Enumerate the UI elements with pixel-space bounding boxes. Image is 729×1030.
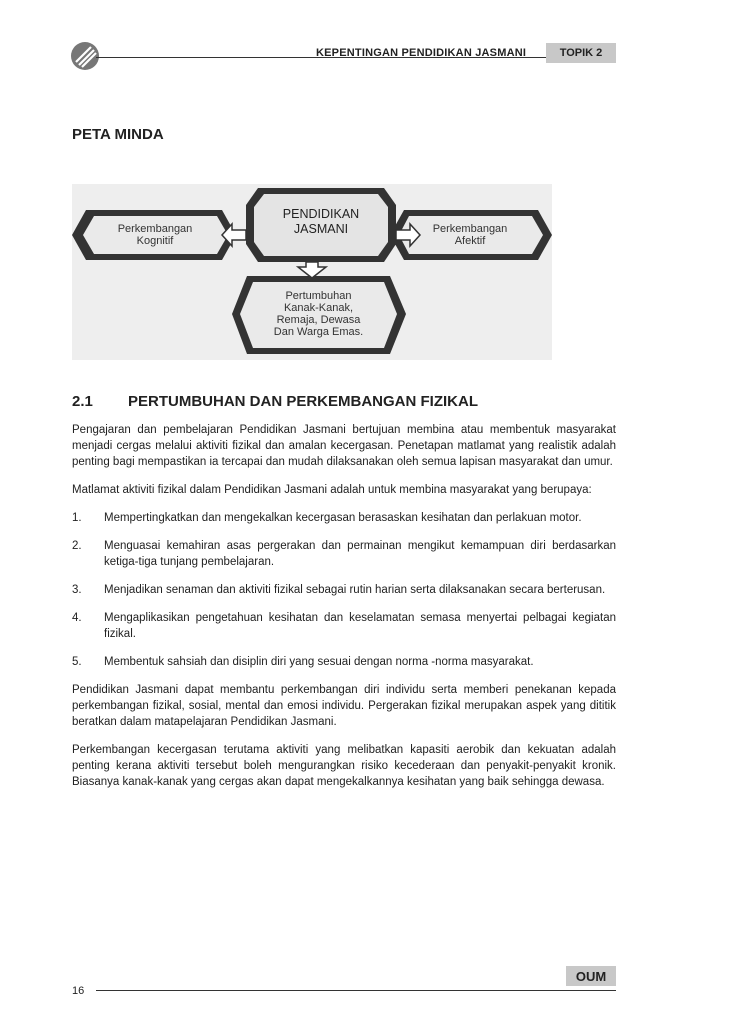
list-item-number: 2.: [72, 540, 82, 552]
node-affective-label: Perkembangan Afektif: [432, 223, 508, 247]
publisher-logo-icon: [69, 40, 101, 72]
list-item-text: Menguasai kemahiran asas pergerakan dan permainan mengikut kemampuan diri berdasarkan ketiga-tiga tunjang pembelajaran.: [104, 540, 616, 568]
list-item-text: Membentuk sahsiah dan disiplin diri yang sesuai dengan norma -norma masyarakat.: [104, 656, 534, 668]
running-title: KEPENTINGAN PENDIDIKAN JASMANI: [316, 47, 527, 59]
list-item: [72, 538, 616, 570]
list-item-text: Menjadikan senaman dan aktiviti fizikal sebagai rutin harian serta dilaksanakan secara berterusan.: [104, 584, 606, 596]
paragraph-3: Pendidikan Jasmani dapat membantu perkembangan diri individu serta memberi penekanan kepada perkembangan fizikal, sosial, mental dan emosi individu. Pergerakan fizikal merupakan aspek yang dititik beratkan dalam matapelajaran Pendidikan Jasmani.: [72, 684, 616, 728]
list-item-number: 1.: [72, 512, 82, 524]
topic-badge: TOPIK 2: [546, 43, 616, 63]
list-item-number: 4.: [72, 612, 82, 624]
list-item-number: 5.: [72, 656, 82, 668]
section-title: PERTUMBUHAN DAN PERKEMBANGAN FIZIKAL: [128, 393, 478, 410]
footer-badge: OUM: [566, 966, 616, 986]
node-cognitive-label: Perkembangan Kognitif: [117, 223, 193, 247]
list-item-number: 3.: [72, 584, 82, 596]
footer-rule: [96, 990, 616, 991]
list-item: [72, 510, 616, 526]
node-growth-label: Pertumbuhan Kanak-Kanak, Remaja, Dewasa Dan Warga Emas.: [273, 290, 364, 338]
paragraph-4: Perkembangan kecergasan terutama aktiviti yang melibatkan kapasiti aerobik dan kekuatan adalah penting kerana aktiviti tersebut boleh mengurangkan risiko kecederaan dan penyakit-penyakit kronik. Biasanya kanak-kanak yang cergas akan dapat mengekalkannya kesihatan yang baik sehingga dewasa.: [72, 744, 616, 788]
section-number: 2.1: [72, 393, 93, 410]
body-text: [72, 422, 616, 802]
mind-map-diagram: [72, 180, 552, 360]
paragraph-1: Pengajaran dan pembelajaran Pendidikan Jasmani bertujuan membina atau membentuk masyarakat menjadi cergas melalui aktiviti fizikal dan amalan kecergasan. Penetapan matlamat yang realistik adalah penting bagi mempastikan ia tercapai dan mudah dilaksanakan oleh semua lapisan masyarakat dan umur.: [72, 424, 616, 468]
list-item-text: Mengaplikasikan pengetahuan kesihatan dan keselamatan semasa menyertai pelbagai kegiatan fizikal.: [104, 612, 616, 640]
list-item: [72, 610, 616, 642]
list-item-text: Mempertingkatkan dan mengekalkan kecergasan berasaskan kesihatan dan perlakuan motor.: [104, 512, 582, 524]
page-number: 16: [72, 985, 85, 997]
mind-map-heading: PETA MINDA: [72, 126, 164, 143]
goals-list: [72, 510, 616, 670]
paragraph-2: Matlamat aktiviti fizikal dalam Pendidikan Jasmani adalah untuk membina masyarakat yang berupaya:: [72, 484, 592, 496]
list-item: [72, 654, 616, 670]
node-center-label: PENDIDIKAN JASMANI: [282, 207, 360, 236]
list-item: [72, 582, 616, 598]
